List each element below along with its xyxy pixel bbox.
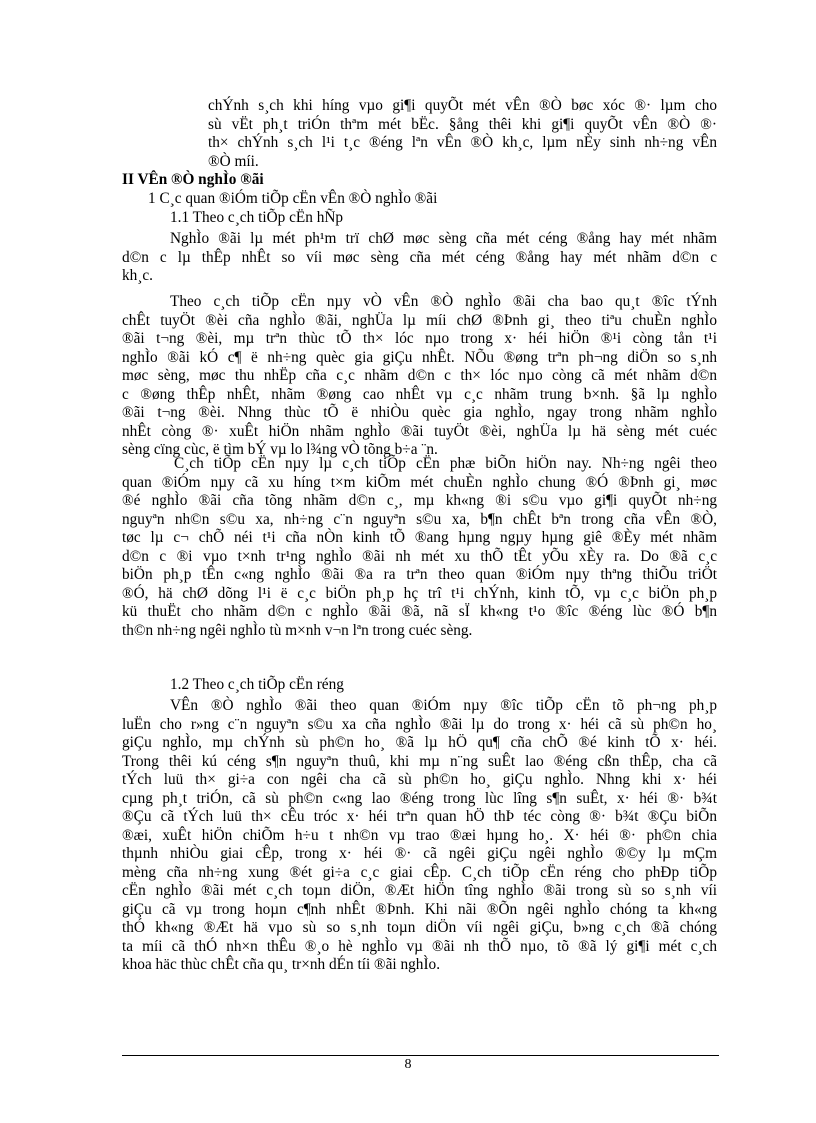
text-line: møc sèng, møc thu nhËp cña c¸c nhãm d©n c th× lóc nµo còng cã mét nhãm d©n (122, 367, 717, 384)
text-line: nghÌo ®ãi kÓ c¶ ë nh÷ng quèc gia giÇu nhÊt. NÕu ®øng trªn ph¬ng diÖn so s¸nh (122, 348, 717, 366)
text-line: VÊn ®Ò nghÌo ®ãi theo quan ®iÓm nµy ®îc tiÕp cËn tõ ph¬ng ph¸p (170, 697, 717, 714)
text-line: Theo c¸ch tiÕp cËn nµy vÒ vÊn ®Ò nghÌo ®ãi cha bao qu¸t ®îc tÝnh (170, 293, 717, 310)
text-line: d©n c lµ thÊp nhÊt so víi møc sèng cña mét céng ®ång hay mét nhãm d©n c (122, 248, 717, 266)
text-line: khoa häc thùc chÊt cña qu¸ tr×nh dÉn tíi ®ãi nghÌo. (122, 956, 441, 973)
page-number: 8 (404, 1057, 412, 1072)
text-line: cµng ph¸t triÓn, cã sù ph©n c«ng lao ®éng trong lùc lîng s¶n suÊt, x· héi ®· b¾t (122, 789, 717, 807)
text-line: c ®øng thÊp nhÊt, nhãm ®øng cao nhÊt vµ c¸c nhãm trung b×nh. §ã lµ nghÌo (122, 385, 717, 403)
footer-divider (122, 1055, 719, 1056)
text-line: giÇu cã vµ trong hoµn c¶nh nhÊt ®Þnh. Khi nãi ®Õn ngêi nghÌo chóng ta kh«ng (122, 900, 717, 918)
text-line: ®é nghÌo ®ãi cña tõng nhãm d©n c¸, mµ kh«ng ®i s©u vµo gi¶i quyÕt nh÷ng (122, 492, 717, 509)
intro-paragraph (208, 97, 717, 171)
text-line: chÝnh s¸ch khi híng vµo gi¶i quyÕt mét vÊn ®Ò bøc xóc ®· lµm cho (208, 97, 717, 114)
text-line: nguyªn nh©n s©u xa, nh÷ng c¨n nguyªn s©u xa, b¶n chÊt bªn trong cña vÊn ®Ò, (122, 510, 717, 528)
text-line: Trong thêi kú céng s¶n nguyªn thuû, khi mµ n¨ng suÊt lao ®éng cßn thÊp, cha cã (122, 752, 717, 770)
text-line: mèng cña nh÷ng xung ®ét gi÷a c¸c giai cÊp. C¸ch tiÕp cËn réng cho phÐp tiÕp (122, 863, 717, 881)
paragraph (122, 697, 717, 975)
text-line: ®Ò míi. (208, 152, 259, 170)
text-line: biÖn ph¸p tÊn c«ng nghÌo ®ãi ®a ra trªn theo quan ®iÓm nµy thªng thiÕu triÖt (122, 566, 717, 583)
text-line: th× chÝnh s¸ch l¹i t¸c ®éng lªn vÊn ®Ò kh¸c, lµm nÈy sinh nh÷ng vÊn (208, 134, 717, 151)
text-line: ®Çu cã tÝch luü th× cÊu tróc x· héi trªn quan hÖ thÞ téc còng ®· b¾t ®Çu biÕn (122, 808, 717, 825)
text-line: giÇu nghÌo, mµ chÝnh sù ph©n ho¸ ®ã lµ hÖ qu¶ cña chÕ ®é kinh tÕ x· héi. (122, 734, 717, 751)
text-line: kü thuËt cho nhãm d©n c nghÌo ®ãi ®ã, nã sÏ kh«ng t¹o ®îc ®éng lùc ®Ó b¶n (122, 603, 717, 620)
text-line: sù vËt ph¸t triÓn thªm mét bËc. §ång thêi khi gi¶i quyÕt vÊn ®Ò ®· (208, 115, 717, 133)
text-line: ®æi, xuÊt hiÖn chiÕm h÷u t nh©n vµ trao ®æi hµng ho¸. X· héi ®· ph©n chia (122, 826, 717, 844)
text-line: luËn cho r»ng c¨n nguyªn s©u xa cña nghÌo ®ãi lµ do trong x· héi cã sù ph©n ho¸ (122, 715, 717, 733)
text-line: tÝch luü th× gi÷a con ngêi cha cã sù ph©n ho¸ giÇu nghÌo. Nhng khi x· héi (122, 771, 717, 788)
text-line: thÓ kh«ng ®Æt hä vµo sù so s¸nh toµn diÖn víi ngêi giÇu, b»ng c¸ch ®ã chóng (122, 919, 717, 936)
paragraph (122, 230, 717, 286)
text-line: chÊt tuyÖt ®èi cña nghÌo ®ãi, nghÜa lµ míi chØ ®Þnh gi¸ theo tiªu chuÈn nghÌo (122, 311, 717, 329)
text-line: ta míi cã thÓ nh×n thÊu ®¸o hè nghÌo vµ ®ãi nh thÕ nµo, tõ ®ã lý gi¶i mét c¸ch (122, 937, 717, 955)
text-line: nhÊt còng ®· xuÊt hiÖn nhãm nghÌo ®ãi tuyÖt ®èi, nghÜa lµ hä sèng mét cuéc (122, 422, 717, 440)
text-line: sèng cïng cùc, ë tìm bÝ vµ lo l¾ng vÒ tõng b÷a ¨n. (122, 441, 438, 458)
text-line: quan ®iÓm nµy cã xu híng t×m kiÕm mét chuÈn nghÌo chung ®Ó ®Þnh gi¸ møc (122, 473, 717, 491)
text-line: tøc lµ c¬ chÕ néi t¹i cña nÒn kinh tÕ ®ang hµng ngµy hµng giê ®Èy mét nhãm (122, 529, 717, 546)
text-line: ®ãi t¬ng ®èi. Nhng thùc tÕ ë nhiÒu quèc gia nghÌo, ngay trong nhãm nghÌo (122, 404, 717, 421)
subsection-heading-text: 1.1 Theo c¸ch tiÕp cËn hÑp (170, 209, 344, 226)
text-line: cËn nghÌo ®ãi mét c¸ch toµn diÖn, ®Æt hiÖn tîng nghÌo ®ãi trong sù so s¸nh víi (122, 882, 717, 899)
text-line: d©n c ®i vµo t×nh tr¹ng nghÌo ®ãi nh mét xu thÕ tÊt yÕu xÈy ra. Do ®ã c¸c (122, 547, 717, 565)
section-heading-text: II VÊn ®Ò nghÌo ®ãi (122, 171, 264, 188)
paragraph (122, 455, 717, 640)
text-line: C¸ch tiÕp cËn nµy lµ c¸ch tiÕp cËn phæ biÕn hiÖn nay. Nh÷ng ngêi theo (174, 455, 717, 472)
subsection-heading (170, 209, 343, 228)
text-line: ®ãi t¬ng ®èi, mµ trªn thùc tÕ th× lóc nµo trong x· héi hiÖn ®¹i còng tån t¹i (122, 330, 717, 347)
text-line: thµnh nhiÒu giai cÊp, trong x· héi ®· cã ngêi giÇu ngêi nghÌo ®©y lµ mÇm (122, 845, 717, 862)
subsection-heading (170, 676, 344, 695)
paragraph (122, 293, 717, 460)
subsection-heading-text: 1.2 Theo c¸ch tiÕp cËn réng (170, 676, 344, 693)
subsection-heading-text: 1 C¸c quan ®iÓm tiÕp cËn vÊn ®Ò nghÌo ®ãi (148, 190, 438, 207)
text-line: th©n nh÷ng ngêi nghÌo tù m×nh v¬n lªn trong cuéc sèng. (122, 621, 473, 639)
text-line: ®Ó, hä chØ dõng l¹i ë c¸c biÖn ph¸p hç trî t¹i chÝnh, kinh tÕ, vµ c¸c biÖn ph¸p (122, 584, 717, 602)
section-heading (122, 171, 264, 190)
text-line: kh¸c. (122, 267, 154, 284)
text-line: NghÌo ®ãi lµ mét ph¹m trï chØ møc sèng cña mét céng ®ång hay mét nhãm (170, 230, 717, 247)
subsection-heading (148, 190, 437, 209)
